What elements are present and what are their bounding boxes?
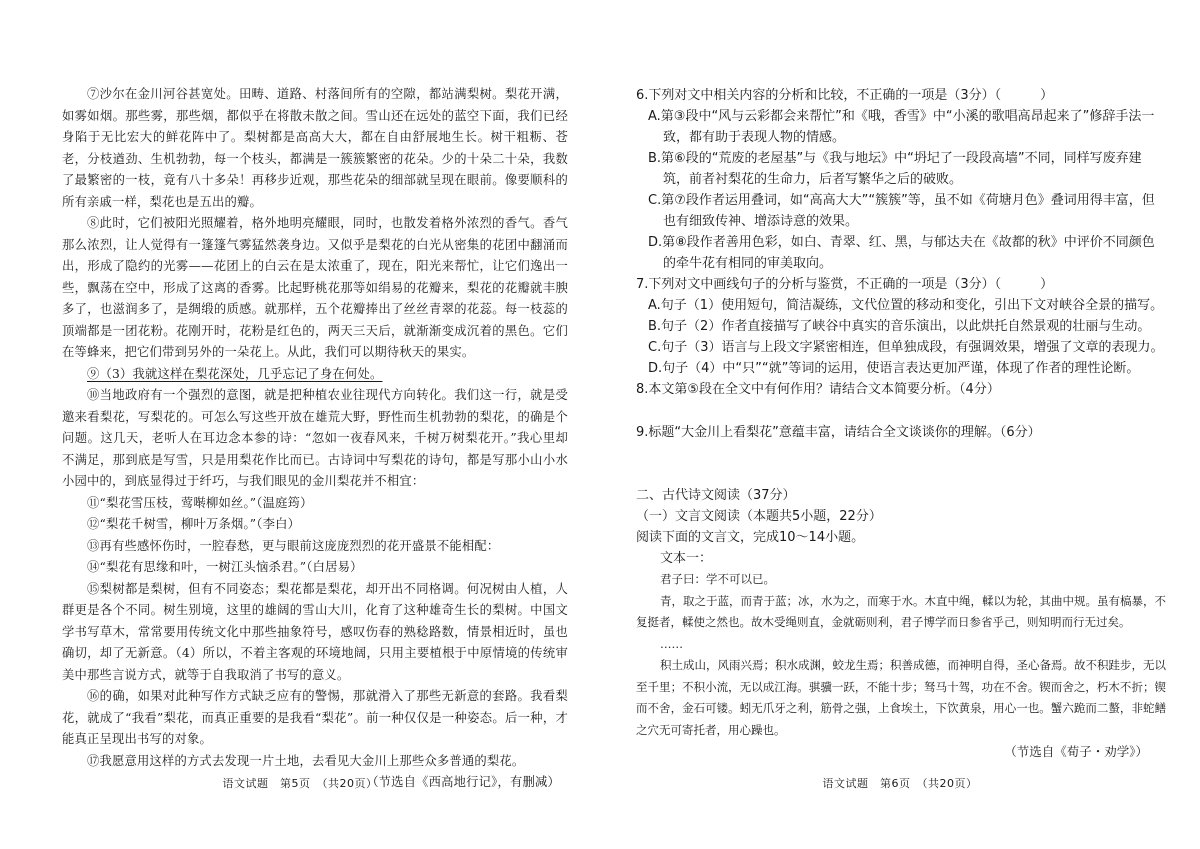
q7-option-b: B.句子（2）作者直接描写了峡谷中真实的音乐演出，以此烘托自然景观的壮丽与生动。: [648, 319, 1151, 334]
reading-passage: [62, 84, 568, 794]
paragraph-13: ⑬再有些感怀伤时，一腔春愁，更与眼前这庞庞烈烈的花开盛景不能相配：: [87, 538, 500, 553]
q7-option-c: C.句子（3）语言与上段文字紧密相连，但单独成段，有强调效果，增强了文章的表现力。: [648, 340, 1164, 355]
question-9: 9.标题“大金川上看梨花”意蕴丰富，请结合全文谈谈你的理解。（6分）: [636, 425, 1041, 440]
right-page: [600, 0, 1200, 849]
question-8: 8.本文第⑤段在全文中有何作用？请结合文本简要分析。（4分）: [636, 382, 1000, 397]
classical-ellipsis: ……: [660, 636, 683, 651]
classical-para-2: 青，取之于蓝，而青于蓝；冰，水为之，而寒于水。木直中绳，輮以为轮，其曲中规。虽有槁暴，不复挺者，輮使之然也。故木受绳则直，金就砺则利，君子博学而日参省乎己，则知明而行无过矣。: [636, 593, 1166, 629]
question-6: 6.下列对文中相关内容的分析和比较，不正确的一项是（3分）（ ）: [636, 88, 1054, 103]
q6-option-c: C.第⑦段作者运用叠词，如“高高大大”“簇簇”等，虽不如《荷塘月色》叠词用得丰富，但也有细致传神、增添诗意的效果。: [648, 193, 1155, 229]
classical-para-1: 君子曰：学不可以已。: [660, 572, 775, 586]
quote-14: ⑭“梨花有思缘和叶，一树江头恼杀君。”（白居易）: [87, 560, 363, 574]
page-footer-left: 语文试题 第5页 （共20页）: [222, 777, 378, 790]
paragraph-10: ⑩当地政府有一个强烈的意图，就是把种植农业往现代方向转化。我们这一行，就是受邀来看梨花，写梨花的。可怎么写这些开放在雄荒大野，野性而生机勃勃的梨花，的确是个问题。这几天，老听人在耳边念本参的诗：“忽如一夜春风来，千树万树梨花开。”我心里却不满足，那到底是写雪，只是用梨花作比而已。古诗词中写梨花的诗句，都是写那小山小水小园中的，到底显得过于纤巧，与我们眼见的金川梨花并不相宜：: [62, 388, 568, 488]
passage-source: （节选自《西高地行记》，有删减）: [366, 775, 560, 789]
text-label: 文本一：: [660, 551, 713, 566]
page-footer-right: 语文试题 第6页 （共20页）: [822, 777, 978, 790]
classical-para-3: 积土成山，风雨兴焉；积水成渊，蛟龙生焉；积善成德，而神明自得，圣心备焉。故不积跬步，无以至千里；不积小流，无以成江海。骐骥一跃，不能十步；驽马十驾，功在不舍。锲而舍之，朽木不折；锲而不舍，金石可镂。蚓无爪牙之利，筋骨之强，上食埃土，下饮黄泉，用心一也。蟹六跪而二螯，非蛇鳝之穴无可寄托者，用心躁也。: [636, 658, 1166, 737]
subsection-title: （一）文言文阅读（本题共5小题，22分）: [636, 509, 882, 524]
quote-11: ⑪“梨花雪压枝，莺啭柳如丝。”（温庭筠）: [87, 495, 313, 510]
classical-text: [636, 569, 1166, 741]
classical-source: （节选自《荀子・劝学》）: [1004, 744, 1148, 759]
paragraph-16: ⑯的确，如果对此种写作方式缺乏应有的警惕，那就滑入了那些无新意的套路。我看梨花，就成了“我看”梨花，而真正重要的是我看“梨花”。前一种仅仅是一种姿态。后一种，才能真正呈现出书写的对象。: [62, 689, 568, 746]
instruction: 阅读下面的文言文，完成10～14小题。: [636, 530, 865, 545]
quote-12: ⑫“梨花千树雪，柳叶万条烟。”（李白）: [87, 517, 301, 531]
q7-option-d: D.句子（4）中“只”“就”等词的运用，使语言表达更加严谨，体现了作者的理性论断。: [648, 361, 1140, 376]
section-title: 二、古代诗文阅读（37分）: [636, 488, 796, 503]
q6-option-d: D.第⑧段作者善用色彩，如白、青翠、红、黑，与郁达夫在《故都的秋》中评价不同颜色的牵牛花有相同的审美取向。: [648, 235, 1155, 271]
paragraph-17: ⑰我愿意用这样的方式去发现一片土地，去看见大金川上那些众多普通的梨花。: [87, 753, 525, 768]
q6-option-a: A.第③段中“风与云彩都会来帮忙”和《哦，香雪》中“小溪的歌唱高昂起来了”修辞手法一致，都有助于表现人物的情感。: [648, 109, 1155, 145]
paragraph-15: ⑮梨树都是梨树，但有不同姿态；梨花都是梨花，却开出不同格调。何况树由人植，人群更是各个不同。树生别境，这里的雄阔的雪山大川，化育了这种雄奇生长的梨树。中国文学书写草木，常常要用传统文化中那些抽象符号，感叹伤春的熟稔路数，情景相近时，虽也确切，却了无新意。（4）所以，不着主客观的环境地阔，只用主要植根于中原情境的传统审美中那些言说方式，就等于自我取消了书写的意义。: [62, 581, 568, 682]
paragraph-9: ⑨（3）我就这样在梨花深处，几乎忘记了身在何处。: [87, 366, 383, 381]
questions-column: [636, 85, 1166, 762]
q7-option-a: A.句子（1）使用短句，简洁凝练，文代位置的移动和变化，引出下文对峡谷全景的描写。: [648, 298, 1164, 313]
paragraph-7: ⑦沙尔在金川河谷甚宽处。田畴、道路、村落间所有的空隙，都站满梨树。梨花开满，如雾如烟。那些雾，那些烟，都似乎在将散未散之间。雪山还在远处的蓝空下面，我们已经身陷于无比宏大的鲜花阵中了。梨树都是高高大大，都在自由舒展地生长。树干粗粝、苍老，分枝遒劲、生机勃勃，每一个枝头，都满是一簇簇繁密的花朵。少的十朵二十朵，我数了最繁密的一枝，竟有八十多朵！再移步近观，那些花朵的细部就呈现在眼前。像要顺科的所有亲戚一样，梨花也是五出的瓣。: [62, 87, 568, 209]
paragraph-8: ⑧此时，它们被阳光照耀着，格外地明亮耀眼，同时，也散发着格外浓烈的香气。香气那么浓烈，让人觉得有一篷篷气雾猛然袭身边。又似乎是梨花的白光从密集的花团中翻涌而出，形成了隐约的光雾——花团上的白云在是太浓重了，现在，阳光来帮忙，让它们逸出一些，飘荡在空中，形成了这离的香雾。比起野桃花那等如绢易的花瓣来，梨花的花瓣就丰腴多了，也滋润多了，是绸缎的质感。就那样，五个花瓣捧出了丝丝青翠的花蕊。每一枝蕊的顶端都是一团花粉。花刚开时，花粉是红色的，两天三天后，就渐渐变成沉着的黑色。它们在等蜂来，把它们带到另外的一朵花上。从此，我们可以期待秋天的果实。: [62, 216, 568, 359]
q6-option-b: B.第⑥段的“荒废的老屋基”与《我与地坛》中“坍圮了一段段高墙”不同，同样写废弃建筑，前者衬梨花的生命力，后者写繁华之后的破败。: [648, 151, 1142, 187]
question-7: 7.下列对文中画线句子的分析与鉴赏，不正确的一项是（3分）（ ）: [636, 277, 1054, 292]
